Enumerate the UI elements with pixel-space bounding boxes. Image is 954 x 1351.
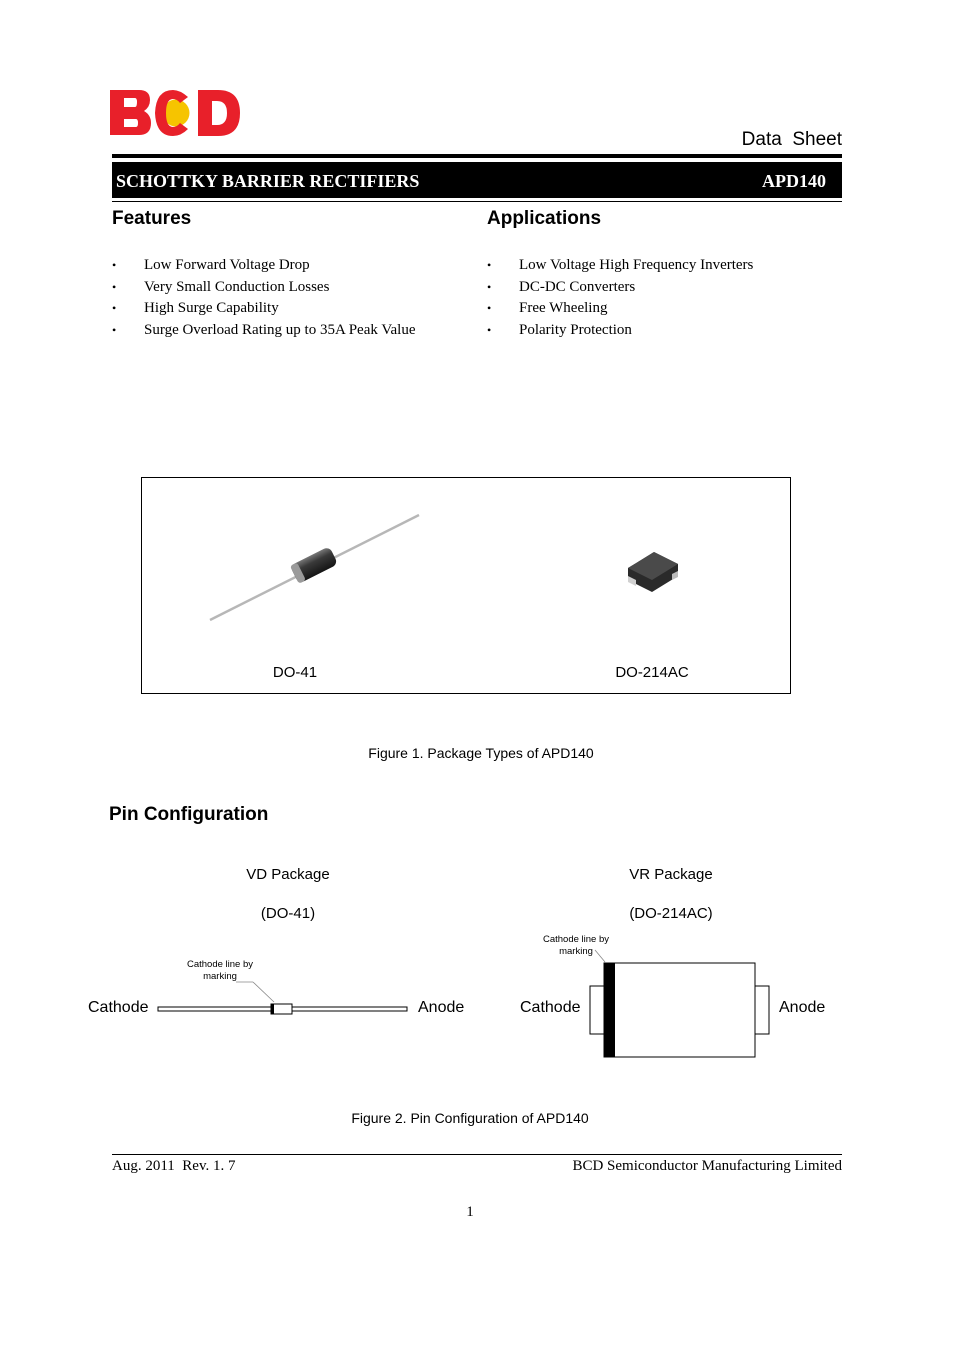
header-rule <box>112 154 842 158</box>
vr-marking-note: Cathode line by marking <box>542 934 610 957</box>
footer-company: BCD Semiconductor Manufacturing Limited <box>572 1158 842 1174</box>
footer-date-rev: Aug. 2011 Rev. 1. 7 <box>112 1158 236 1174</box>
pkg-label-do41: DO-41 <box>272 664 318 681</box>
list-item: • Very Small Conduction Losses <box>112 277 472 299</box>
doc-title: SCHOTTKY BARRIER RECTIFIERS <box>116 171 420 191</box>
pkg-label-do214ac: DO-214AC <box>615 664 689 681</box>
list-item: • DC-DC Converters <box>487 277 842 299</box>
part-number: APD140 <box>762 171 826 191</box>
list-item: • Free Wheeling <box>487 298 842 320</box>
header-rule-bottom <box>112 201 842 202</box>
do214ac-package-image <box>622 546 684 596</box>
vd-package-code: (DO-41) <box>260 905 316 922</box>
applications-list <box>487 255 842 341</box>
list-item: • Low Forward Voltage Drop <box>112 255 472 277</box>
title-bar <box>112 162 842 198</box>
figure2-caption: Figure 2. Pin Configuration of APD140 <box>351 1110 589 1126</box>
vr-package-label: VR Package <box>629 866 713 883</box>
list-item: • Polarity Protection <box>487 320 842 342</box>
vd-marking-note: Cathode line by marking <box>186 959 254 982</box>
features-list <box>112 255 472 341</box>
do41-package-image <box>202 508 432 628</box>
features-heading: Features <box>112 208 192 229</box>
vd-anode-label: Anode <box>418 999 465 1016</box>
applications-heading: Applications <box>487 208 602 229</box>
page-number: 1 <box>466 1204 474 1220</box>
list-item: • High Surge Capability <box>112 298 472 320</box>
doc-type-label: Data Sheet <box>741 129 842 150</box>
vr-smd-diagram <box>585 944 775 1064</box>
vd-cathode-label: Cathode <box>88 999 149 1016</box>
vd-axial-diagram <box>150 968 420 1028</box>
footer-rule <box>112 1154 842 1155</box>
vd-package-label: VD Package <box>246 866 330 883</box>
vr-anode-label: Anode <box>779 999 826 1016</box>
vr-cathode-label: Cathode <box>520 999 581 1016</box>
pin-config-heading: Pin Configuration <box>109 804 269 825</box>
bcd-logo <box>109 89 241 137</box>
list-item: • Surge Overload Rating up to 35A Peak Value <box>112 320 472 342</box>
figure1-caption: Figure 1. Package Types of APD140 <box>368 745 594 761</box>
list-item: • Low Voltage High Frequency Inverters <box>487 255 842 277</box>
package-figure-box <box>141 477 791 694</box>
vr-package-code: (DO-214AC) <box>629 905 713 922</box>
